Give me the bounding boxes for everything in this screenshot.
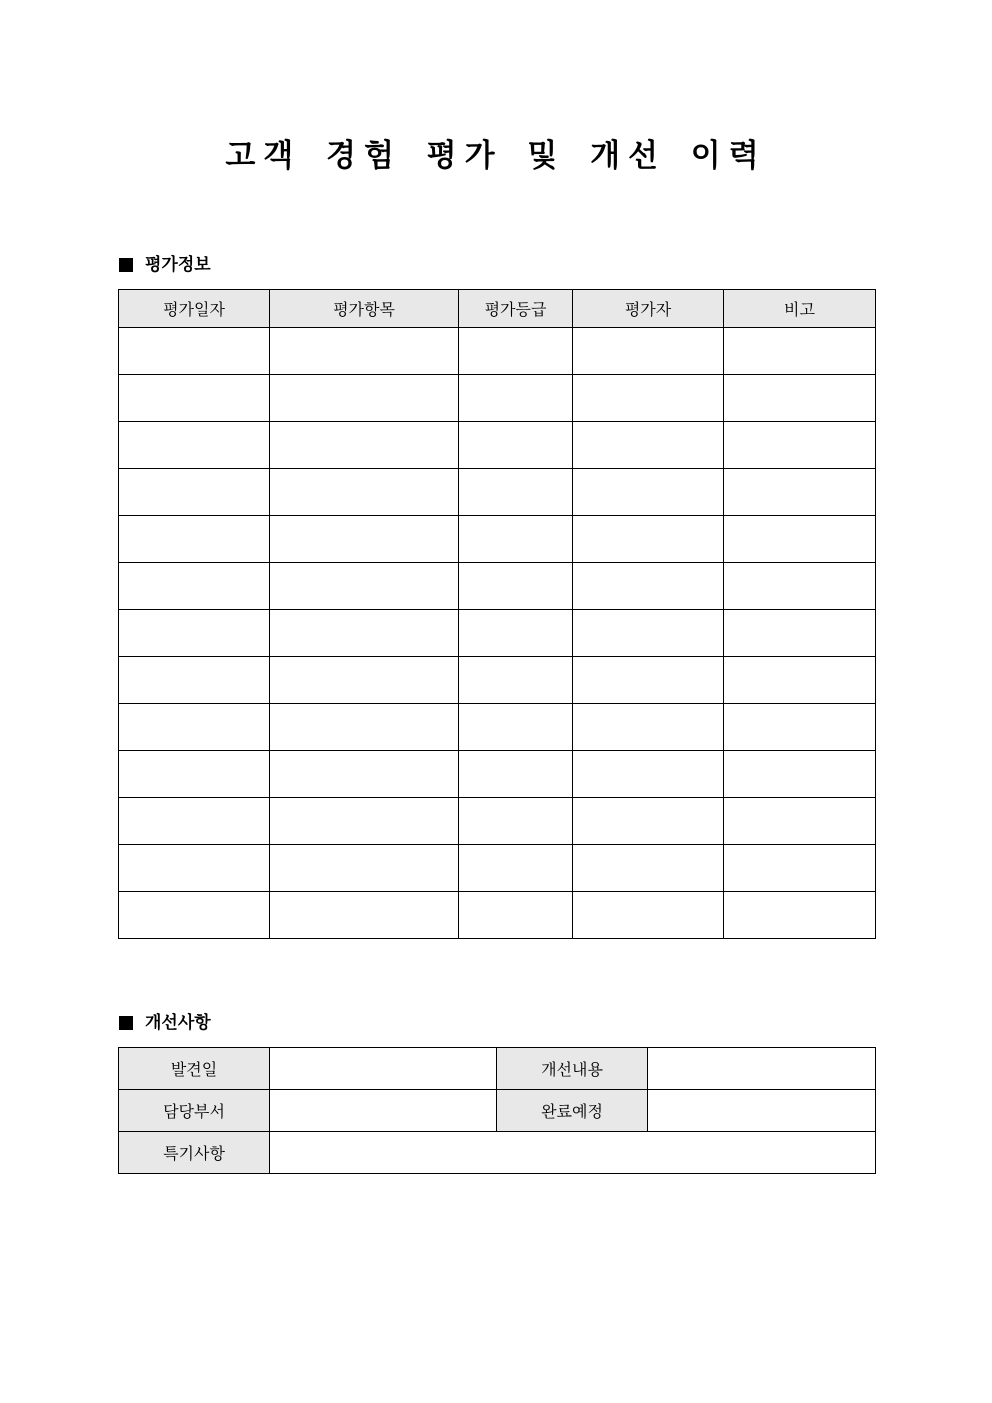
eval-item-cell[interactable] bbox=[270, 751, 459, 798]
evaluator-cell[interactable] bbox=[573, 469, 724, 516]
table-row bbox=[119, 422, 876, 469]
eval-item-cell[interactable] bbox=[270, 563, 459, 610]
remarks-cell[interactable] bbox=[724, 516, 876, 563]
eval-item-cell[interactable] bbox=[270, 704, 459, 751]
table-row bbox=[119, 892, 876, 939]
table-row bbox=[119, 1090, 876, 1132]
eval-grade-cell[interactable] bbox=[459, 516, 573, 563]
eval-date-cell[interactable] bbox=[119, 422, 270, 469]
eval-item-cell[interactable] bbox=[270, 375, 459, 422]
eval-grade-cell[interactable] bbox=[459, 469, 573, 516]
table-row bbox=[119, 563, 876, 610]
evaluator-cell[interactable] bbox=[573, 892, 724, 939]
eval-grade-cell[interactable] bbox=[459, 328, 573, 375]
column-header-evaluator: 평가자 bbox=[573, 290, 724, 328]
eval-item-cell[interactable] bbox=[270, 328, 459, 375]
table-row bbox=[119, 375, 876, 422]
remarks-cell[interactable] bbox=[724, 892, 876, 939]
remarks-cell[interactable] bbox=[724, 563, 876, 610]
evaluator-cell[interactable] bbox=[573, 328, 724, 375]
evaluation-table-body bbox=[119, 328, 876, 939]
eval-date-cell[interactable] bbox=[119, 610, 270, 657]
table-row bbox=[119, 328, 876, 375]
section-heading-improvement bbox=[119, 1012, 211, 1034]
remarks-cell[interactable] bbox=[724, 845, 876, 892]
remarks-label: 특기사항 bbox=[119, 1132, 270, 1174]
eval-grade-cell[interactable] bbox=[459, 798, 573, 845]
remarks-cell[interactable] bbox=[724, 469, 876, 516]
evaluator-cell[interactable] bbox=[573, 516, 724, 563]
remarks-cell[interactable] bbox=[724, 704, 876, 751]
evaluator-cell[interactable] bbox=[573, 704, 724, 751]
eval-date-cell[interactable] bbox=[119, 751, 270, 798]
eval-date-cell[interactable] bbox=[119, 469, 270, 516]
eval-item-cell[interactable] bbox=[270, 610, 459, 657]
eval-date-cell[interactable] bbox=[119, 845, 270, 892]
column-header-eval-grade: 평가등급 bbox=[459, 290, 573, 328]
square-bullet-icon bbox=[119, 1016, 133, 1030]
eval-item-cell[interactable] bbox=[270, 657, 459, 704]
eval-date-cell[interactable] bbox=[119, 657, 270, 704]
eval-item-cell[interactable] bbox=[270, 892, 459, 939]
section-heading-evaluation bbox=[119, 254, 211, 276]
remarks-cell[interactable] bbox=[724, 328, 876, 375]
table-row bbox=[119, 657, 876, 704]
eval-item-cell[interactable] bbox=[270, 798, 459, 845]
improvement-table bbox=[118, 1047, 876, 1174]
remarks-cell[interactable] bbox=[724, 422, 876, 469]
eval-grade-cell[interactable] bbox=[459, 657, 573, 704]
column-header-eval-date: 평가일자 bbox=[119, 290, 270, 328]
table-row bbox=[119, 516, 876, 563]
eval-date-cell[interactable] bbox=[119, 892, 270, 939]
page-title: 고객 경험 평가 및 개선 이력 bbox=[225, 138, 767, 174]
eval-date-cell[interactable] bbox=[119, 516, 270, 563]
remarks-cell[interactable] bbox=[724, 798, 876, 845]
improvement-content-field[interactable] bbox=[648, 1048, 876, 1090]
square-bullet-icon bbox=[119, 258, 133, 272]
eval-item-cell[interactable] bbox=[270, 469, 459, 516]
department-label: 담당부서 bbox=[119, 1090, 270, 1132]
remarks-cell[interactable] bbox=[724, 610, 876, 657]
eval-grade-cell[interactable] bbox=[459, 704, 573, 751]
discovery-date-label: 발견일 bbox=[119, 1048, 270, 1090]
evaluator-cell[interactable] bbox=[573, 751, 724, 798]
table-row bbox=[119, 469, 876, 516]
column-header-remarks: 비고 bbox=[724, 290, 876, 328]
table-header-row bbox=[119, 290, 876, 328]
eval-grade-cell[interactable] bbox=[459, 375, 573, 422]
remarks-field[interactable] bbox=[270, 1132, 876, 1174]
eval-item-cell[interactable] bbox=[270, 516, 459, 563]
eval-date-cell[interactable] bbox=[119, 328, 270, 375]
eval-item-cell[interactable] bbox=[270, 422, 459, 469]
eval-grade-cell[interactable] bbox=[459, 563, 573, 610]
remarks-cell[interactable] bbox=[724, 657, 876, 704]
evaluator-cell[interactable] bbox=[573, 610, 724, 657]
table-row bbox=[119, 1132, 876, 1174]
discovery-date-field[interactable] bbox=[270, 1048, 497, 1090]
completion-plan-field[interactable] bbox=[648, 1090, 876, 1132]
eval-item-cell[interactable] bbox=[270, 845, 459, 892]
table-row bbox=[119, 704, 876, 751]
evaluator-cell[interactable] bbox=[573, 657, 724, 704]
eval-date-cell[interactable] bbox=[119, 375, 270, 422]
section-heading-label: 개선사항 bbox=[145, 1013, 211, 1033]
eval-grade-cell[interactable] bbox=[459, 610, 573, 657]
table-row bbox=[119, 798, 876, 845]
eval-grade-cell[interactable] bbox=[459, 892, 573, 939]
section-heading-label: 평가정보 bbox=[145, 255, 211, 275]
table-row bbox=[119, 751, 876, 798]
column-header-eval-item: 평가항목 bbox=[270, 290, 459, 328]
evaluation-table bbox=[118, 289, 876, 939]
completion-plan-label: 완료예정 bbox=[497, 1090, 648, 1132]
table-row bbox=[119, 845, 876, 892]
remarks-cell[interactable] bbox=[724, 751, 876, 798]
table-row bbox=[119, 1048, 876, 1090]
eval-grade-cell[interactable] bbox=[459, 751, 573, 798]
evaluator-cell[interactable] bbox=[573, 845, 724, 892]
eval-grade-cell[interactable] bbox=[459, 422, 573, 469]
table-row bbox=[119, 610, 876, 657]
remarks-cell[interactable] bbox=[724, 375, 876, 422]
eval-grade-cell[interactable] bbox=[459, 845, 573, 892]
improvement-content-label: 개선내용 bbox=[497, 1048, 648, 1090]
department-field[interactable] bbox=[270, 1090, 497, 1132]
evaluator-cell[interactable] bbox=[573, 422, 724, 469]
evaluator-cell[interactable] bbox=[573, 563, 724, 610]
evaluator-cell[interactable] bbox=[573, 798, 724, 845]
eval-date-cell[interactable] bbox=[119, 563, 270, 610]
eval-date-cell[interactable] bbox=[119, 798, 270, 845]
evaluator-cell[interactable] bbox=[573, 375, 724, 422]
eval-date-cell[interactable] bbox=[119, 704, 270, 751]
